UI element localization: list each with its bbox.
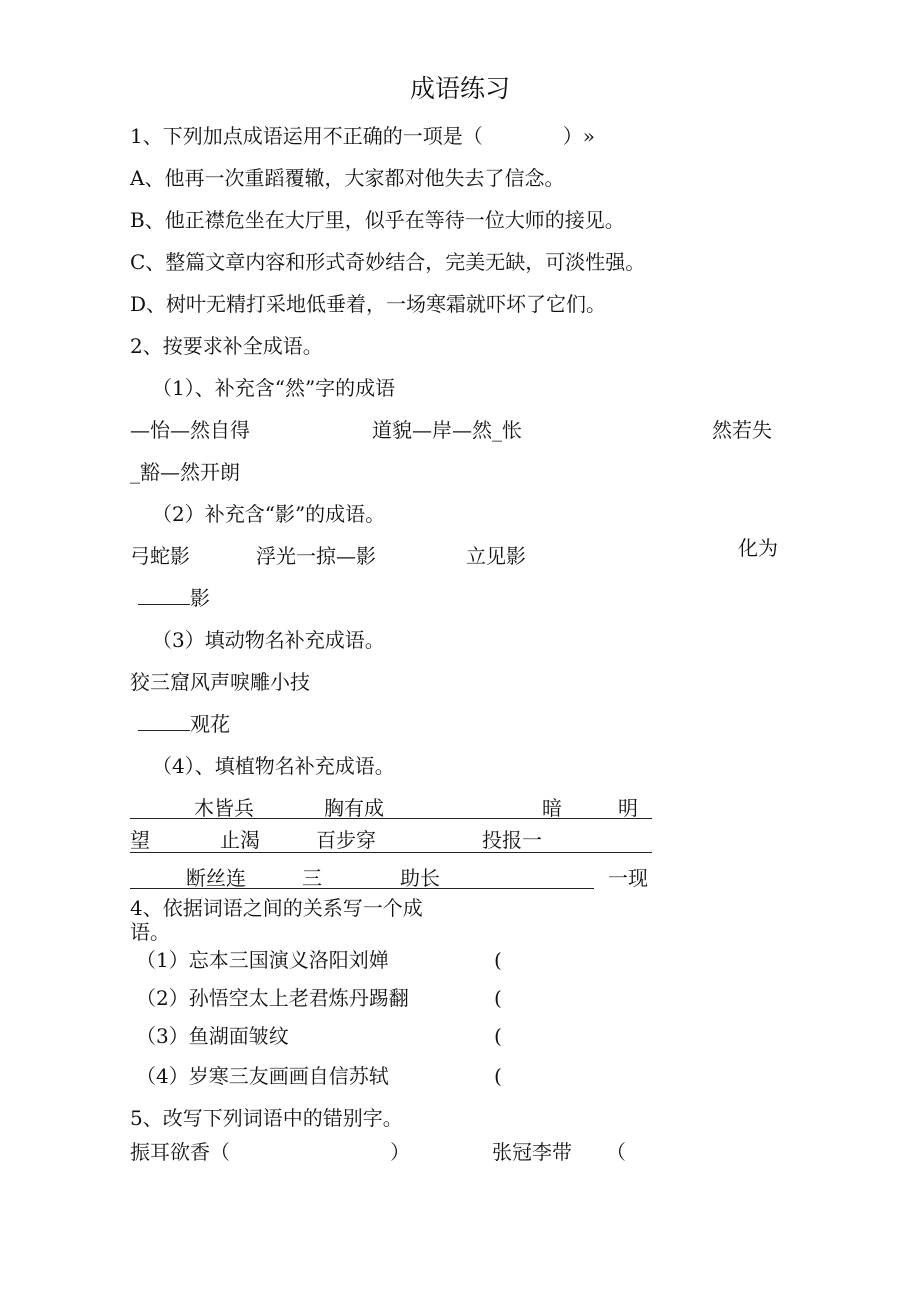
q2-part3-blank-item: 观花 [138, 712, 230, 736]
answer-paren: （ [606, 1140, 626, 1164]
answer-paren: ( [494, 948, 502, 972]
q2-part4-item: 一现 [608, 866, 648, 890]
q5-item: 张冠李带 [492, 1140, 572, 1164]
q5-item: 振耳欲香（ [130, 1140, 230, 1164]
q4-item: （3）鱼湖面皱纹 [136, 1024, 289, 1048]
q2-part2-item: 浮光一掠—影 [256, 544, 376, 568]
answer-paren: ( [494, 1024, 502, 1048]
answer-paren: ( [494, 1064, 502, 1088]
question-5-stem: 5、改写下列词语中的错别字。 [130, 1106, 403, 1130]
q2-part2-item: 化为 [738, 536, 778, 560]
answer-paren: ( [494, 986, 502, 1010]
q2-part4-item: 胸有成 [324, 796, 384, 820]
q4-item: （1）忘本三国演义洛阳刘婵 [136, 948, 389, 972]
q2-part4-item: 投报一 [482, 828, 542, 852]
answer-paren-close: ） [390, 1140, 410, 1164]
q2-part3-label: （3）填动物名补充成语。 [152, 628, 385, 652]
question-4-stem-cont: 语。 [130, 920, 170, 944]
question-4-stem: 4、依据词语之间的关系写一个成 [130, 896, 423, 920]
question-1-option-d: D、树叶无精打采地低垂着，一场寒霜就吓坏了它们。 [130, 292, 607, 316]
q2-part1-item: _豁—然开朗 [130, 460, 240, 484]
q2-part2-item: 立见影 [466, 544, 526, 568]
fill-blank[interactable] [138, 712, 190, 731]
q2-part4-item: 木皆兵 [194, 796, 254, 820]
q2-part2-item: 弓蛇影 [130, 544, 190, 568]
fill-blank[interactable] [138, 586, 190, 605]
q2-part2-blank-item: 影 [138, 586, 210, 610]
q2-part4-item: 三 [302, 866, 322, 890]
q2-part4-item: 断丝连 [186, 866, 246, 890]
q2-part1-label: （1）、补充含“然”字的成语 [152, 376, 396, 400]
q2-part3-item: 狡三窟风声唳雕小技 [130, 670, 310, 694]
q2-part4-item: 助长 [400, 866, 440, 890]
answer-line [130, 888, 594, 889]
q4-item: （2）孙悟空太上老君炼丹踢翻 [136, 986, 409, 1010]
q2-part4-item: 望 [130, 828, 150, 852]
question-1-stem: 1、下列加点成语运用不正确的一项是（ ）» [130, 124, 595, 148]
question-2-stem: 2、按要求补全成语。 [130, 334, 323, 358]
page-title: 成语练习 [409, 74, 510, 103]
q2-part2-label: （2）补充含“影”的成语。 [152, 502, 386, 526]
q4-item: （4）岁寒三友画画自信苏轼 [136, 1064, 389, 1088]
q2-part1-item: —怡—然自得 [130, 418, 250, 442]
q2-part4-item: 止渴 [220, 828, 260, 852]
q2-part4-label: （4）、填植物名补充成语。 [152, 754, 395, 778]
q2-part4-item: 暗 [542, 796, 562, 820]
question-1-option-a: A、他再一次重蹈覆辙，大家都对他失去了信念。 [130, 166, 565, 190]
answer-line [130, 852, 652, 853]
question-1-option-b: B、他正襟危坐在大厅里，似乎在等待一位大师的接见。 [130, 208, 625, 232]
answer-line [130, 818, 652, 819]
q2-part4-item: 百步穿 [316, 828, 376, 852]
question-1-option-c: C、整篇文章内容和形式奇妙结合，完美无缺，可淡性强。 [130, 250, 646, 274]
q2-part1-item: 道貌—岸—然_怅 [372, 418, 522, 442]
q2-part1-item: 然若失 [712, 418, 772, 442]
q2-part4-item: 明 [618, 796, 638, 820]
